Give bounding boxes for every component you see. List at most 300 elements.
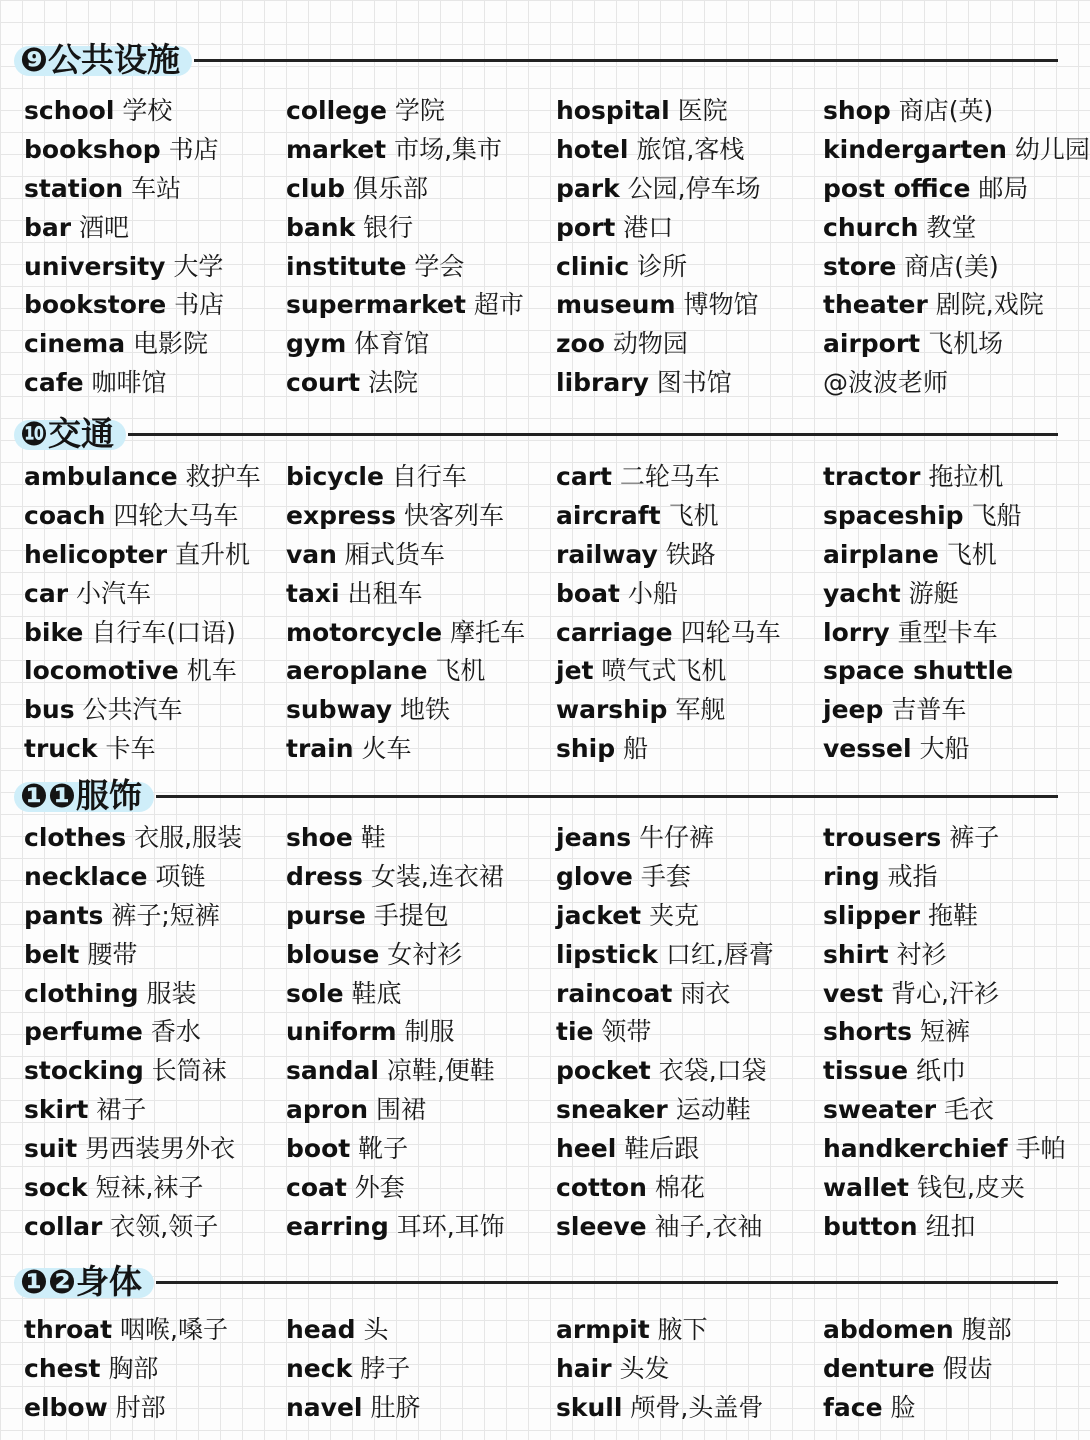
vocab-entry bbox=[286, 691, 525, 730]
english-word: college bbox=[286, 96, 387, 125]
english-word: sandal bbox=[286, 1056, 379, 1086]
chinese-meaning: 衣服,服装 bbox=[126, 823, 243, 852]
chinese-meaning: 电影院 bbox=[125, 329, 209, 359]
vocab-entry bbox=[823, 819, 1066, 858]
vocab-entry bbox=[556, 1091, 774, 1130]
vocab-entry bbox=[286, 325, 524, 364]
vocab-entry bbox=[823, 691, 1022, 730]
english-word: necklace bbox=[24, 861, 148, 891]
english-word: truck bbox=[24, 734, 98, 764]
english-word: bookstore bbox=[24, 290, 167, 320]
vocab-entry bbox=[24, 536, 261, 575]
vocab-entry bbox=[823, 1350, 1012, 1389]
chinese-meaning: 书店 bbox=[160, 134, 219, 164]
english-word: coat bbox=[286, 1173, 347, 1203]
vocab-entry bbox=[24, 209, 224, 248]
english-word: armpit bbox=[556, 1315, 650, 1344]
english-word: bookshop bbox=[24, 134, 161, 164]
chinese-meaning: 喷气式飞机 bbox=[593, 656, 727, 686]
vocab-entry bbox=[556, 92, 761, 131]
english-word: skirt bbox=[24, 1095, 89, 1125]
english-word: bicycle bbox=[286, 462, 384, 491]
section-header-body bbox=[14, 1260, 1058, 1304]
chinese-meaning: 背心,汗衫 bbox=[883, 978, 999, 1008]
english-word: cinema bbox=[24, 329, 126, 359]
english-word: park bbox=[556, 173, 620, 203]
chinese-meaning: 肘部 bbox=[107, 1392, 166, 1422]
vocab-entry bbox=[24, 897, 242, 936]
english-word: stocking bbox=[24, 1056, 144, 1086]
word-column bbox=[556, 458, 781, 769]
english-word: jeans bbox=[556, 823, 632, 852]
english-word: cotton bbox=[556, 1173, 647, 1203]
chinese-meaning: 旅馆,客栈 bbox=[628, 134, 745, 164]
english-word: sweater bbox=[823, 1095, 937, 1125]
english-word: shorts bbox=[823, 1017, 913, 1047]
vocab-entry bbox=[823, 975, 1066, 1014]
english-word: institute bbox=[286, 251, 407, 281]
english-word: market bbox=[286, 134, 387, 164]
english-word: train bbox=[286, 734, 354, 764]
vocab-entry bbox=[823, 1052, 1066, 1091]
word-column bbox=[823, 819, 1066, 1247]
english-word: aeroplane bbox=[286, 656, 428, 686]
english-word: museum bbox=[556, 290, 676, 320]
english-word: pocket bbox=[556, 1056, 651, 1086]
chinese-meaning: 摩托车 bbox=[442, 617, 526, 647]
chinese-meaning: 飞机 bbox=[427, 656, 486, 686]
english-word: tractor bbox=[823, 462, 921, 491]
vocab-entry bbox=[286, 170, 524, 209]
chinese-meaning: 雨衣 bbox=[672, 978, 731, 1008]
chinese-meaning: 鞋 bbox=[352, 823, 386, 852]
vocab-entry bbox=[823, 131, 1090, 170]
chinese-meaning: 头发 bbox=[611, 1353, 670, 1383]
vocab-entry bbox=[556, 614, 781, 653]
vocab-entry bbox=[556, 209, 761, 248]
vocab-entry bbox=[24, 248, 224, 287]
english-word: head bbox=[286, 1315, 356, 1344]
chinese-meaning: 火车 bbox=[353, 734, 412, 764]
vocab-entry bbox=[823, 1208, 1066, 1247]
chinese-meaning: 体育馆 bbox=[346, 329, 430, 359]
vocab-entry bbox=[286, 1052, 505, 1091]
chinese-meaning: 俱乐部 bbox=[345, 173, 429, 203]
english-word: ambulance bbox=[24, 462, 178, 491]
chinese-meaning: 衣领,领子 bbox=[102, 1211, 219, 1241]
vocab-entry bbox=[556, 575, 781, 614]
chinese-meaning: 商店(英) bbox=[890, 96, 994, 125]
vocab-entry bbox=[286, 497, 525, 536]
english-word: tissue bbox=[823, 1056, 909, 1086]
chinese-meaning: 公园,停车场 bbox=[619, 173, 761, 203]
chinese-meaning: @波波老师 bbox=[823, 368, 949, 398]
chinese-meaning: 车站 bbox=[123, 173, 182, 203]
vocab-entry bbox=[286, 1311, 420, 1350]
chinese-meaning: 口红,唇膏 bbox=[657, 939, 774, 969]
english-word: blouse bbox=[286, 939, 380, 969]
chinese-meaning: 二轮马车 bbox=[611, 462, 720, 491]
chinese-meaning: 衬衫 bbox=[888, 939, 947, 969]
chinese-meaning: 飞船 bbox=[963, 500, 1022, 530]
chinese-meaning: 腹部 bbox=[953, 1315, 1012, 1344]
english-word: neck bbox=[286, 1353, 353, 1383]
english-word: bar bbox=[24, 212, 72, 242]
vocab-entry bbox=[823, 1169, 1066, 1208]
english-word: university bbox=[24, 251, 166, 281]
english-word: school bbox=[24, 96, 115, 125]
english-word: earring bbox=[286, 1211, 389, 1241]
english-word: apron bbox=[286, 1095, 369, 1125]
chinese-meaning: 项链 bbox=[147, 861, 206, 891]
vocab-entry bbox=[556, 652, 781, 691]
english-word: button bbox=[823, 1211, 918, 1241]
vocab-entry bbox=[556, 897, 774, 936]
chinese-meaning: 大学 bbox=[165, 251, 224, 281]
english-word: cart bbox=[556, 462, 612, 491]
english-word: lorry bbox=[823, 617, 890, 647]
vocab-entry bbox=[823, 458, 1022, 497]
vocab-entry bbox=[286, 575, 525, 614]
english-word: sole bbox=[286, 978, 344, 1008]
vocab-entry bbox=[556, 1130, 774, 1169]
vocab-entry bbox=[556, 1052, 774, 1091]
english-word: suit bbox=[24, 1134, 78, 1164]
vocab-entry bbox=[24, 131, 224, 170]
section-title: ❾公共设施 bbox=[14, 40, 192, 80]
vocab-entry bbox=[24, 497, 261, 536]
vocab-entry bbox=[286, 652, 525, 691]
english-word: van bbox=[286, 539, 337, 569]
vocab-entry bbox=[286, 92, 524, 131]
chinese-meaning: 铁路 bbox=[657, 539, 716, 569]
chinese-meaning: 颅骨,头盖骨 bbox=[622, 1392, 764, 1422]
english-word: locomotive bbox=[24, 656, 179, 686]
section-divider bbox=[156, 795, 1058, 798]
english-word: shop bbox=[823, 96, 891, 125]
word-column bbox=[823, 92, 1090, 403]
chinese-meaning: 制服 bbox=[396, 1017, 455, 1047]
vocab-entry bbox=[556, 248, 761, 287]
section-title: ❿交通 bbox=[14, 414, 126, 454]
english-word: library bbox=[556, 368, 649, 398]
english-word: railway bbox=[556, 539, 658, 569]
english-word: cafe bbox=[24, 368, 84, 398]
chinese-meaning: 运动鞋 bbox=[667, 1095, 751, 1125]
vocab-entry bbox=[24, 1208, 242, 1247]
vocab-entry bbox=[24, 170, 224, 209]
chinese-meaning: 重型卡车 bbox=[889, 617, 998, 647]
english-word: jet bbox=[556, 656, 594, 686]
chinese-meaning: 教堂 bbox=[918, 212, 977, 242]
vocab-entry bbox=[24, 652, 261, 691]
chinese-meaning: 港口 bbox=[615, 212, 674, 242]
vocab-entry bbox=[823, 936, 1066, 975]
english-word: raincoat bbox=[556, 978, 673, 1008]
section-header-clothing bbox=[14, 774, 1058, 818]
english-word: aircraft bbox=[556, 500, 661, 530]
vocab-entry bbox=[823, 170, 1090, 209]
chinese-meaning: 肚脐 bbox=[362, 1392, 421, 1422]
english-word: jeep bbox=[823, 695, 884, 725]
english-word: helicopter bbox=[24, 539, 168, 569]
english-word: spaceship bbox=[823, 500, 964, 530]
chinese-meaning: 公共汽车 bbox=[74, 695, 183, 725]
chinese-meaning: 诊所 bbox=[629, 251, 688, 281]
vocab-entry bbox=[24, 1389, 228, 1428]
vocab-entry bbox=[823, 652, 1022, 691]
word-column bbox=[823, 1311, 1012, 1428]
chinese-meaning: 纽扣 bbox=[917, 1211, 976, 1241]
english-word: jacket bbox=[556, 900, 642, 930]
section-divider bbox=[128, 433, 1058, 436]
vocab-entry bbox=[286, 897, 505, 936]
vocab-entry bbox=[286, 131, 524, 170]
vocab-entry bbox=[823, 497, 1022, 536]
english-word: coach bbox=[24, 500, 106, 530]
vocab-entry bbox=[24, 858, 242, 897]
vocab-entry bbox=[556, 691, 781, 730]
vocab-entry bbox=[556, 325, 761, 364]
chinese-meaning: 飞机 bbox=[660, 500, 719, 530]
vocab-entry bbox=[556, 730, 781, 769]
english-word: uniform bbox=[286, 1017, 397, 1047]
english-word: pants bbox=[24, 900, 104, 930]
vocab-entry bbox=[286, 209, 524, 248]
word-column bbox=[24, 819, 242, 1247]
vocab-entry bbox=[24, 1130, 242, 1169]
english-word: supermarket bbox=[286, 290, 466, 320]
chinese-meaning: 袖子,衣袖 bbox=[646, 1211, 763, 1241]
vocab-entry bbox=[823, 614, 1022, 653]
english-word: gym bbox=[286, 329, 347, 359]
vocab-entry bbox=[24, 1311, 228, 1350]
chinese-meaning: 手套 bbox=[632, 861, 691, 891]
english-word: dress bbox=[286, 861, 363, 891]
chinese-meaning: 动物园 bbox=[604, 329, 688, 359]
english-word: lipstick bbox=[556, 939, 658, 969]
vocab-entry bbox=[823, 1091, 1066, 1130]
vocab-entry bbox=[24, 286, 224, 325]
english-word: airplane bbox=[823, 539, 939, 569]
english-word: shoe bbox=[286, 823, 353, 852]
chinese-meaning: 拖拉机 bbox=[920, 462, 1004, 491]
english-word: throat bbox=[24, 1315, 113, 1344]
section-header-public-facilities bbox=[14, 38, 1058, 82]
vocab-entry bbox=[556, 286, 761, 325]
chinese-meaning: 凉鞋,便鞋 bbox=[378, 1056, 495, 1086]
english-word: airport bbox=[823, 329, 921, 359]
word-column bbox=[24, 1311, 228, 1428]
vocab-entry bbox=[823, 858, 1066, 897]
english-word: port bbox=[556, 212, 616, 242]
vocab-entry bbox=[823, 536, 1022, 575]
vocab-entry bbox=[24, 1169, 242, 1208]
vocab-entry bbox=[556, 819, 774, 858]
chinese-meaning: 市场,集市 bbox=[386, 134, 503, 164]
vocab-entry bbox=[823, 1311, 1012, 1350]
english-word: clothes bbox=[24, 823, 127, 852]
vocab-entry bbox=[24, 819, 242, 858]
chinese-meaning: 戒指 bbox=[879, 861, 938, 891]
chinese-meaning: 地铁 bbox=[392, 695, 451, 725]
chinese-meaning: 假齿 bbox=[934, 1353, 993, 1383]
section-title: ❶❶服饰 bbox=[14, 776, 154, 816]
english-word: motorcycle bbox=[286, 617, 443, 647]
english-word: abdomen bbox=[823, 1315, 954, 1344]
chinese-meaning: 裤子 bbox=[941, 823, 1000, 852]
vocab-entry bbox=[24, 975, 242, 1014]
chinese-meaning: 领带 bbox=[593, 1017, 652, 1047]
english-word: bus bbox=[24, 695, 75, 725]
english-word: express bbox=[286, 500, 397, 530]
vocab-entry bbox=[24, 936, 242, 975]
english-word: hair bbox=[556, 1353, 612, 1383]
vocab-entry bbox=[556, 364, 761, 403]
chinese-meaning: 裤子;短裤 bbox=[103, 900, 220, 930]
english-word: perfume bbox=[24, 1017, 143, 1047]
vocab-entry bbox=[24, 1013, 242, 1052]
chinese-meaning: 腰带 bbox=[79, 939, 138, 969]
vocab-entry bbox=[823, 730, 1022, 769]
vocab-entry bbox=[24, 575, 261, 614]
chinese-meaning: 出租车 bbox=[339, 578, 423, 608]
chinese-meaning: 服装 bbox=[138, 978, 197, 1008]
chinese-meaning: 鞋底 bbox=[343, 978, 402, 1008]
vocab-entry bbox=[24, 1350, 228, 1389]
chinese-meaning: 直升机 bbox=[167, 539, 250, 569]
english-word: subway bbox=[286, 695, 393, 725]
vocab-entry bbox=[823, 1389, 1012, 1428]
english-word: elbow bbox=[24, 1392, 108, 1422]
word-column bbox=[556, 1311, 763, 1428]
chinese-meaning: 酒吧 bbox=[71, 212, 130, 242]
chinese-meaning: 胸部 bbox=[100, 1353, 159, 1383]
english-word: clinic bbox=[556, 251, 630, 281]
vocab-entry bbox=[823, 209, 1090, 248]
vocab-entry bbox=[823, 92, 1090, 131]
chinese-meaning: 快客列车 bbox=[396, 500, 504, 530]
vocab-entry bbox=[286, 730, 525, 769]
vocab-entry bbox=[556, 536, 781, 575]
vocab-entry bbox=[286, 536, 525, 575]
chinese-meaning: 学会 bbox=[406, 251, 465, 281]
vocab-entry bbox=[24, 1091, 242, 1130]
chinese-meaning: 游艇 bbox=[900, 578, 959, 608]
vocab-entry bbox=[556, 975, 774, 1014]
chinese-meaning: 香水 bbox=[142, 1017, 201, 1047]
word-column bbox=[24, 458, 261, 769]
vocab-entry bbox=[823, 1013, 1066, 1052]
vocab-entry bbox=[24, 92, 224, 131]
english-word: zoo bbox=[556, 329, 605, 359]
english-word: yacht bbox=[823, 578, 901, 608]
chinese-meaning: 短裤 bbox=[912, 1017, 970, 1047]
chinese-meaning: 咖啡馆 bbox=[83, 368, 167, 398]
chinese-meaning: 厢式货车 bbox=[336, 539, 445, 569]
chinese-meaning: 飞机场 bbox=[920, 329, 1004, 359]
english-word: post office bbox=[823, 173, 971, 203]
english-word: court bbox=[286, 368, 361, 398]
english-word: chest bbox=[24, 1353, 101, 1383]
chinese-meaning: 毛衣 bbox=[936, 1095, 994, 1125]
chinese-meaning: 卡车 bbox=[97, 734, 156, 764]
word-column bbox=[286, 458, 525, 769]
english-word: tie bbox=[556, 1017, 594, 1047]
vocab-entry bbox=[24, 325, 224, 364]
english-word: sock bbox=[24, 1173, 88, 1203]
chinese-meaning: 拖鞋 bbox=[920, 900, 979, 930]
vocab-entry bbox=[556, 858, 774, 897]
english-word: collar bbox=[24, 1211, 103, 1241]
chinese-meaning: 银行 bbox=[355, 212, 414, 242]
english-word: glove bbox=[556, 861, 633, 891]
chinese-meaning: 剧院,戏院 bbox=[927, 290, 1044, 320]
section-divider bbox=[156, 1281, 1058, 1284]
chinese-meaning: 自行车 bbox=[383, 462, 467, 491]
english-word: boat bbox=[556, 578, 620, 608]
english-word: store bbox=[823, 251, 897, 281]
english-word: sleeve bbox=[556, 1211, 647, 1241]
vocab-entry bbox=[286, 458, 525, 497]
chinese-meaning: 腋下 bbox=[649, 1315, 708, 1344]
vocab-entry bbox=[286, 1350, 420, 1389]
word-column bbox=[286, 92, 524, 403]
english-word: belt bbox=[24, 939, 80, 969]
english-word: heel bbox=[556, 1134, 617, 1164]
chinese-meaning: 牛仔裤 bbox=[631, 823, 715, 852]
vocab-entry bbox=[286, 364, 524, 403]
vocab-entry bbox=[24, 614, 261, 653]
english-word: ship bbox=[556, 734, 616, 764]
english-word: face bbox=[823, 1392, 883, 1422]
vocab-entry bbox=[286, 1130, 505, 1169]
chinese-meaning: 脸 bbox=[882, 1392, 916, 1422]
vocab-entry bbox=[556, 131, 761, 170]
chinese-meaning: 外套 bbox=[346, 1173, 405, 1203]
word-column bbox=[556, 92, 761, 403]
chinese-meaning: 男西装男外衣 bbox=[77, 1134, 236, 1164]
chinese-meaning: 机车 bbox=[178, 656, 237, 686]
english-word: wallet bbox=[823, 1173, 910, 1203]
english-word: boot bbox=[286, 1134, 351, 1164]
vocab-entry bbox=[556, 1350, 763, 1389]
english-word: vessel bbox=[823, 734, 912, 764]
vocab-entry bbox=[556, 170, 761, 209]
vocab-entry bbox=[823, 248, 1090, 287]
vocab-entry bbox=[823, 1130, 1066, 1169]
english-word: station bbox=[24, 173, 124, 203]
vocab-entry bbox=[286, 936, 505, 975]
chinese-meaning: 鞋后跟 bbox=[616, 1134, 700, 1164]
chinese-meaning: 女装,连衣裙 bbox=[362, 861, 504, 891]
section-title: ❶❷身体 bbox=[14, 1262, 154, 1302]
chinese-meaning: 救护车 bbox=[177, 462, 261, 491]
vocab-entry bbox=[556, 936, 774, 975]
english-word: skull bbox=[556, 1392, 623, 1422]
vocab-entry bbox=[823, 575, 1022, 614]
vocab-entry bbox=[286, 975, 505, 1014]
chinese-meaning: 女衬衫 bbox=[379, 939, 463, 969]
chinese-meaning: 咽喉,嗓子 bbox=[112, 1315, 228, 1344]
english-word: vest bbox=[823, 978, 884, 1008]
english-word: ring bbox=[823, 861, 880, 891]
chinese-meaning: 邮局 bbox=[970, 173, 1029, 203]
chinese-meaning: 长筒袜 bbox=[143, 1056, 227, 1086]
english-word: bike bbox=[24, 617, 84, 647]
vocab-entry bbox=[286, 1013, 505, 1052]
chinese-meaning: 四轮大马车 bbox=[105, 500, 239, 530]
